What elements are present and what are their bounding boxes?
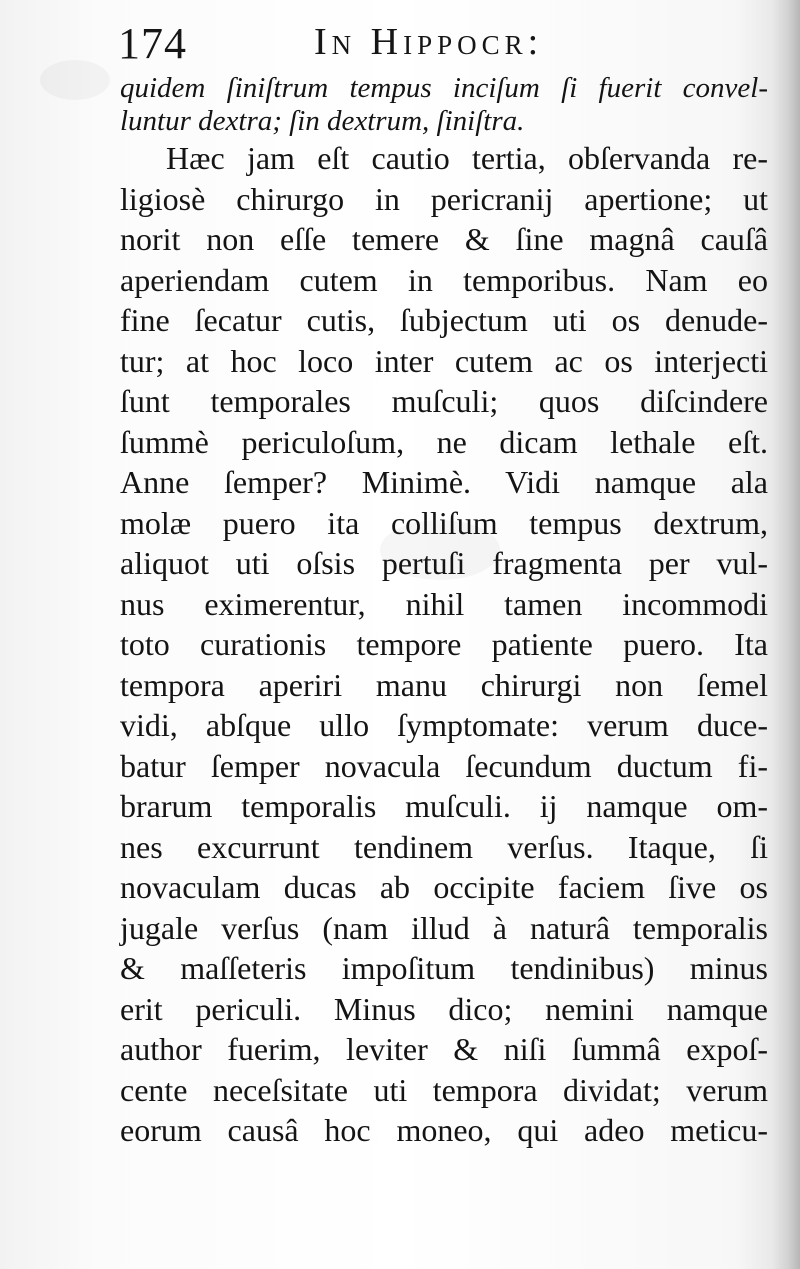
text-line: jugale verſus (nam illud à naturâ temporalis [120,909,768,946]
text-line: Anne ſemper? Minimè. Vidi namque ala [120,464,768,500]
text-line: toto curationis tempore patiente puero. Ita [120,626,768,662]
text-line: erit periculi. Minus dico; nemini namque [120,990,768,1027]
text-line: eorum causâ hoc moneo, qui adeo meticu- [120,1112,768,1148]
text-line: quidem ſiniſtrum tempus inciſum ſi fuerit convel- [120,72,768,104]
text-line: ſunt temporales muſculi; quos diſcindere [120,383,768,419]
text-line: ligiosè chirurgo in pericranij apertione; ut [120,180,768,217]
text-line: molæ puero ita colliſum tempus dextrum, [120,504,768,541]
text-line: aliquot uti oſsis pertuſi fragmenta per vul- [120,545,768,581]
paragraph-first-line: Hæc jam eſt cautio tertia, obſervanda re- [166,140,768,176]
text-line: brarum temporalis muſculi. ij namque om- [120,788,768,824]
page-header [118,14,678,74]
text-line: novaculam ducas ab occipite faciem ſive os [120,869,768,905]
text-line: tempora aperiri manu chirurgi non ſemel [120,666,768,703]
body-text [120,72,768,1151]
text-line: nus eximerentur, nihil tamen incommodi [120,585,768,622]
text-line: batur ſemper novacula ſecundum ductum fi- [120,747,768,784]
page-number: 174 [118,19,187,68]
text-line: tur; at hoc loco inter cutem ac os interjecti [120,342,768,379]
text-line: nes excurrunt tendinem verſus. Itaque, ſi [120,828,768,865]
text-line: cente neceſsitate uti tempora dividat; verum [120,1071,768,1108]
paper-stain [40,60,110,100]
text-line: author fuerim, leviter & niſi ſummâ expoſ- [120,1031,768,1067]
text-line: aperiendam cutem in temporibus. Nam eo [120,261,768,298]
text-line: & maſſeteris impoſitum tendinibus) minus [120,950,768,986]
running-head: In Hippocr: [314,21,544,63]
text-line: vidi, abſque ullo ſymptomate: verum duce- [120,707,768,743]
text-line: luntur dextra; ſin dextrum, ſiniſtra. [120,105,525,137]
text-line: norit non eſſe temere & ſine magnâ cauſâ [120,221,768,257]
text-line: fine ſecatur cutis, ſubjectum uti os denude- [120,302,768,338]
text-line: ſummè periculoſum, ne dicam lethale eſt. [120,423,768,460]
page-edge-shadow [772,0,800,1269]
